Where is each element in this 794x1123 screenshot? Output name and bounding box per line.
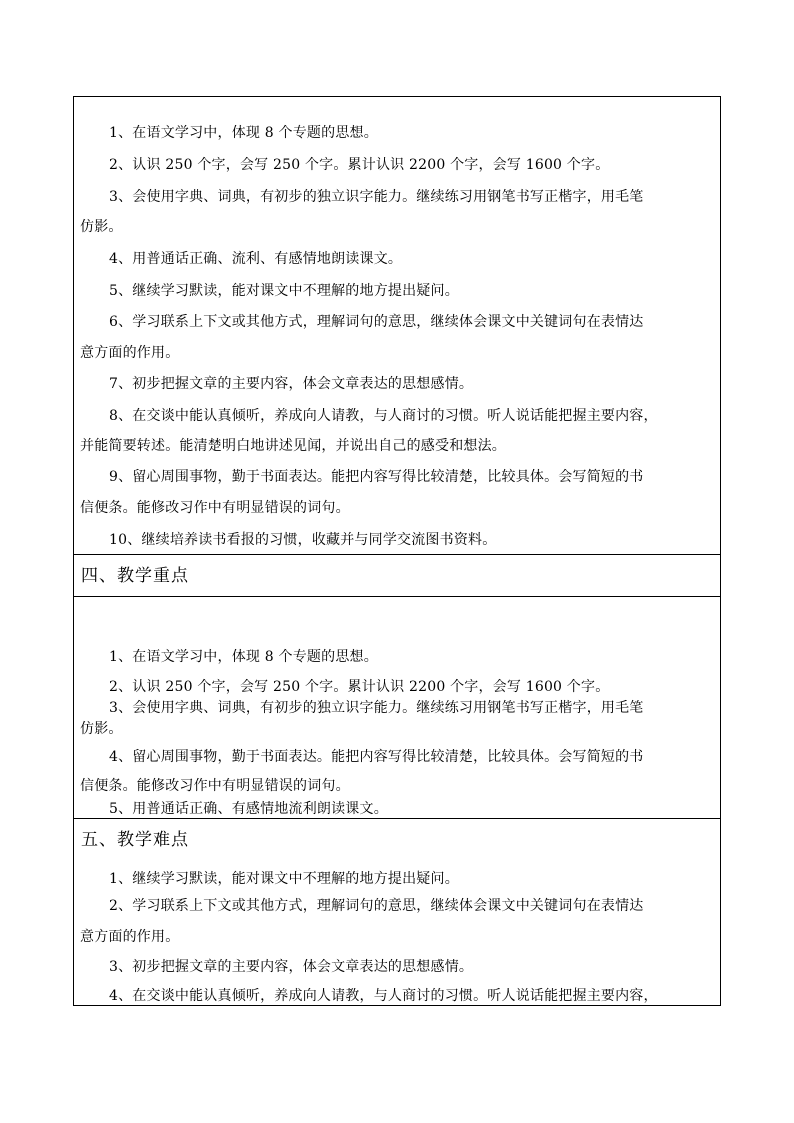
difficulty-item-2: 2、学习联系上下文或其他方式，理解词句的意思，继续体会课文中关键词句在表情达 — [109, 898, 644, 914]
key-point-item-4-cont: 信便条。能修改习作中有明显错误的词句。 — [80, 778, 350, 794]
objective-item-6-cont: 意方面的作用。 — [80, 345, 180, 361]
objective-item-9-cont: 信便条。能修改习作中有明显错误的词句。 — [80, 500, 350, 516]
objective-item-8-cont: 并能简要转述。能清楚明白地讲述见闻，并说出自己的感受和想法。 — [80, 438, 506, 454]
key-point-item-1: 1、在语文学习中，体现 8 个专题的思想。 — [109, 649, 378, 665]
objective-item-8: 8、在交谈中能认真倾听，养成向人请教，与人商讨的习惯。听人说话能把握主要内容， — [109, 408, 658, 424]
objective-item-7: 7、初步把握文章的主要内容，体会文章表达的思想感情。 — [109, 376, 474, 392]
row-divider-key-points-body — [73, 596, 721, 597]
objective-item-10: 10、继续培养读书看报的习惯，收藏并与同学交流图书资料。 — [109, 532, 497, 548]
difficulty-item-1: 1、继续学习默读，能对课文中不理解的地方提出疑问。 — [109, 871, 459, 887]
objective-item-3: 3、会使用字典、词典，有初步的独立识字能力。继续练习用钢笔书写正楷字，用毛笔 — [109, 189, 644, 205]
objective-item-6: 6、学习联系上下文或其他方式，理解词句的意思，继续体会课文中关键词句在表情达 — [109, 314, 644, 330]
difficulty-item-2-cont: 意方面的作用。 — [80, 929, 180, 945]
difficulty-item-3: 3、初步把握文章的主要内容，体会文章表达的思想感情。 — [109, 959, 474, 975]
row-divider-difficulties — [73, 818, 721, 819]
objective-item-5: 5、继续学习默读，能对课文中不理解的地方提出疑问。 — [109, 283, 459, 299]
key-point-item-3: 3、会使用字典、词典，有初步的独立识字能力。继续练习用钢笔书写正楷字，用毛笔 — [109, 700, 644, 716]
objective-item-4: 4、用普通话正确、流利、有感情地朗读课文。 — [109, 251, 403, 267]
key-point-item-3-cont: 仿影。 — [80, 721, 123, 737]
objective-item-2: 2、认识 250 个字，会写 250 个字。累计认识 2200 个字，会写 1600 个字。 — [109, 157, 610, 173]
key-points-heading: 四、教学重点 — [81, 566, 189, 586]
row-divider-key-points — [73, 554, 721, 555]
objective-item-1: 1、在语文学习中，体现 8 个专题的思想。 — [109, 125, 378, 141]
difficulty-item-4: 4、在交谈中能认真倾听，养成向人请教，与人商讨的习惯。听人说话能把握主要内容， — [109, 988, 658, 1004]
difficulties-heading: 五、教学难点 — [81, 830, 189, 850]
key-point-item-4: 4、留心周围事物，勤于书面表达。能把内容写得比较清楚，比较具体。会写简短的书 — [109, 749, 644, 765]
key-point-item-5: 5、用普通话正确、有感情地流利朗读课文。 — [109, 801, 388, 817]
objective-item-3-cont: 仿影。 — [80, 219, 123, 235]
key-point-item-2: 2、认识 250 个字，会写 250 个字。累计认识 2200 个字，会写 1600 个字。 — [109, 679, 610, 695]
objective-item-9: 9、留心周围事物，勤于书面表达。能把内容写得比较清楚，比较具体。会写简短的书 — [109, 469, 644, 485]
